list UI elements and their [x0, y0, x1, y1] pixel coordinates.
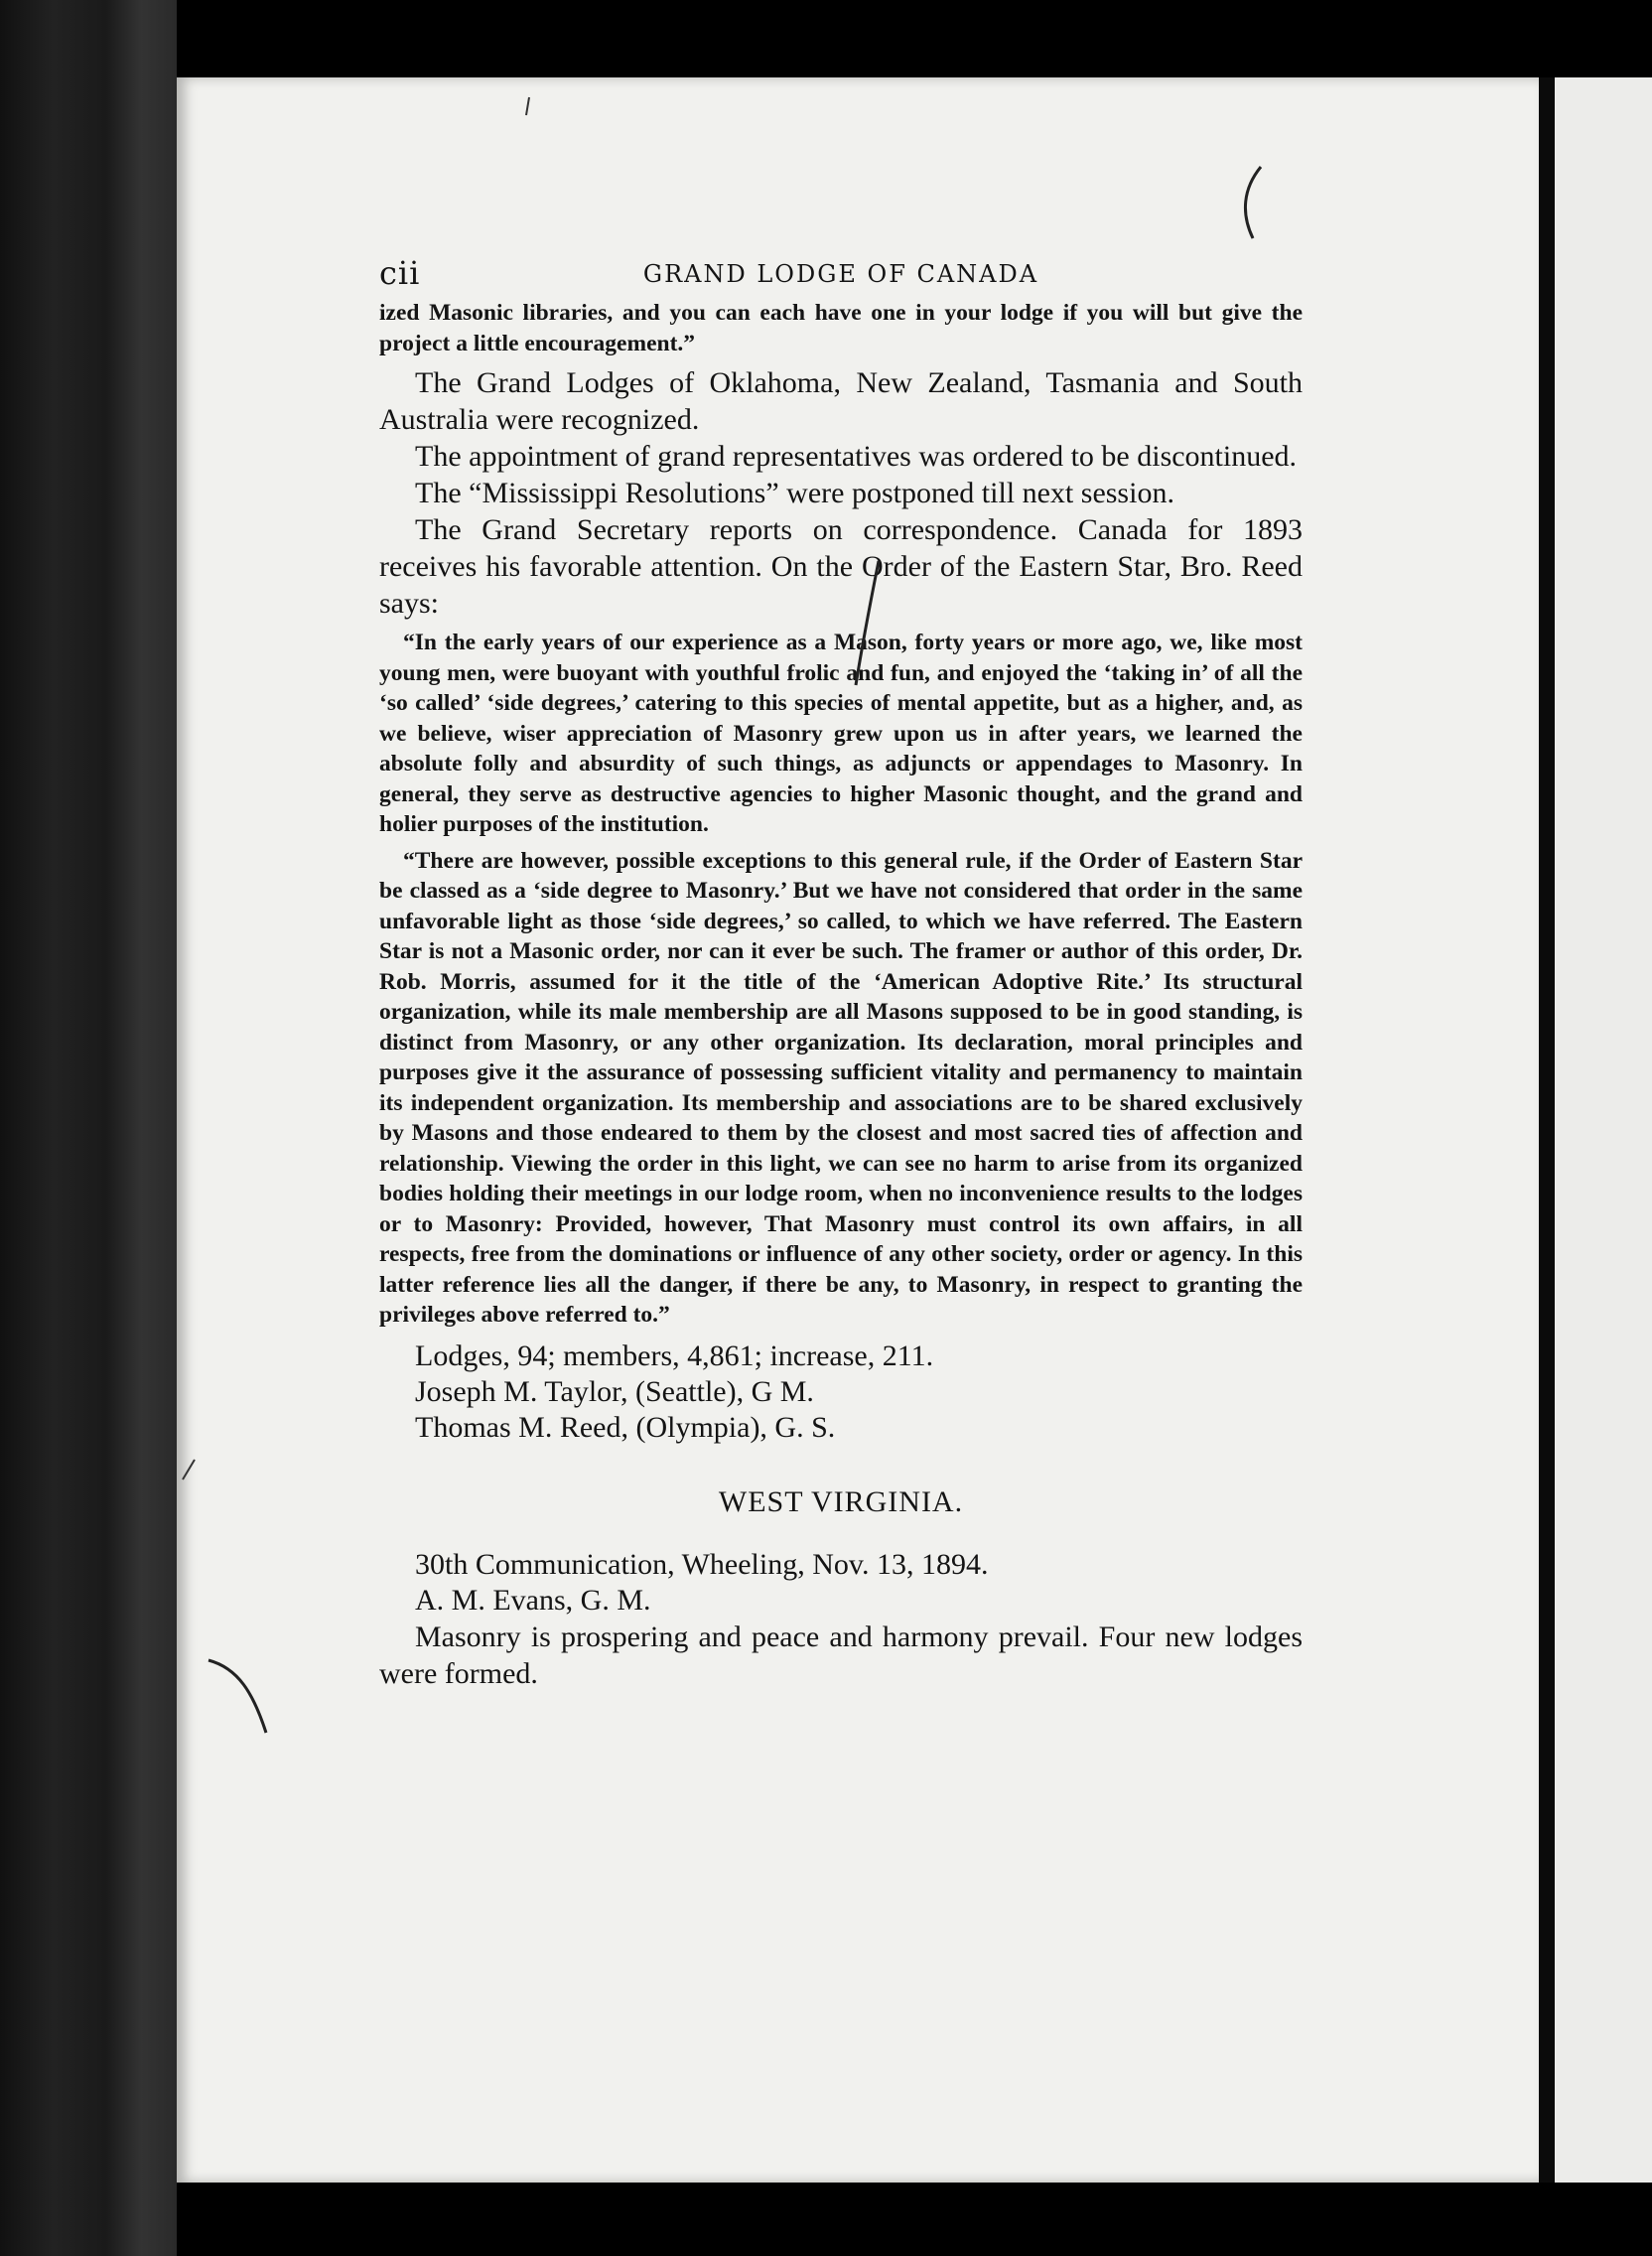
section-grand-master: A. M. Evans, G. M.	[415, 1583, 651, 1617]
book-spine-edge	[0, 0, 177, 2256]
quote-paragraph-side-degrees: “In the early years of our experience as a Mason, forty years or more ago, we, like most young men, were buoyant with youthful frolic and fun, and enjoyed the ‘taking in’ of all the ‘so called’ ‘side degrees,’ catering to this species of mental appetite, but as a higher, and, as we believe, wiser appreciation of Masonry grew upon us in after years, we learned the absolute folly and absurdity of such things, as adjuncts or appendages to Masonry. In general, they serve as destructive agencies to higher Masonic thought, and the grand and holier purposes of the institution.	[379, 630, 1303, 837]
paragraph-correspondence: The Grand Secretary reports on correspondence. Canada for 1893 receives his favorable attention. On the Order of the Eastern Star, Bro. Reed says:	[379, 513, 1303, 620]
facing-page-edge	[1555, 77, 1652, 2183]
section-title: WEST VIRGINIA.	[718, 1484, 964, 1518]
stat-lodges: Lodges, 94; members, 4,861; increase, 211.	[415, 1339, 934, 1372]
paragraph-representatives: The appointment of grand representatives was ordered to be discontinued.	[415, 440, 1298, 473]
page-number: cii	[379, 254, 421, 292]
stat-grand-secretary: Thomas M. Reed, (Olympia), G. S.	[415, 1410, 836, 1444]
paragraph-resolutions: The “Mississippi Resolutions” were postponed till next session.	[415, 477, 1174, 509]
quote-paragraph-eastern-star: “There are however, possible exceptions to this general rule, if the Order of Eastern Star be classed as a ‘side degree to Masonry.’ But we have not considered that order in the same unfavorable light as those ‘side degrees,’ so called, to which we have referred. The Eastern Star is not a Masonic order, nor can it ever be such. The framer or author of this order, Dr. Rob. Morris, assumed for it the title of the ‘American Adoptive Rite.’ Its structural organization, while its male membership are all Masons supposed to be in good standing, is distinct from Masonry, or any other organization. Its declaration, moral principles and purposes give it the assurance of possessing sufficient vitality and permanency to maintain its independent organization. Its membership and associations are to be shared exclusively by Masons and those endeared to them by the closest and most sacred ties of affection and relationship. Viewing the order in this light, we can see no harm to arise from its organized bodies holding their meetings in our lodge room, when no inconvenience results to the lodges or to Masonry: Provided, however, That Masonry must control its own affairs, in all respects, free from the dominations or influence of any other society, order or agency. In this latter reference lies all the danger, if there be any, to Masonry, in respect to granting the privileges above referred to.”	[379, 847, 1303, 1328]
quote-continuation: ized Masonic libraries, and you can each have one in your lodge if you will but give the project a little encouragement.”	[379, 300, 1303, 356]
stat-grand-master: Joseph M. Taylor, (Seattle), G M.	[415, 1374, 814, 1408]
running-title: GRAND LODGE OF CANADA	[642, 260, 1039, 288]
page-gutter	[1539, 77, 1555, 2183]
section-paragraph: Masonry is prospering and peace and harmony prevail. Four new lodges were formed.	[379, 1620, 1303, 1690]
running-head	[379, 248, 1303, 298]
paragraph-recognition: The Grand Lodges of Oklahoma, New Zealand, Tasmania and South Australia were recognized.	[379, 366, 1303, 436]
page-content	[379, 248, 1303, 1692]
section-communication: 30th Communication, Wheeling, Nov. 13, 1894.	[415, 1547, 989, 1581]
